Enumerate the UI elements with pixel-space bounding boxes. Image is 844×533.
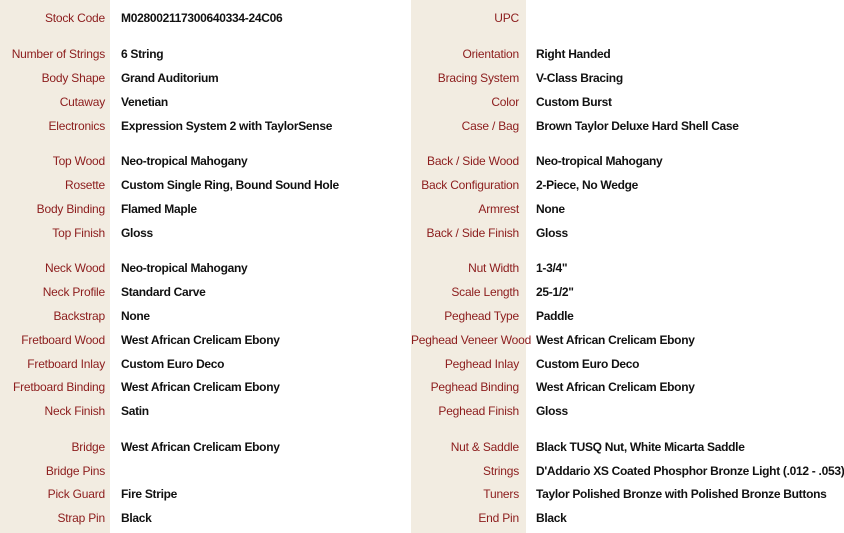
spec-row bbox=[411, 256, 800, 280]
spec-row bbox=[0, 506, 390, 530]
spec-row bbox=[0, 304, 390, 328]
spec-value: Expression System 2 with TaylorSense bbox=[121, 119, 333, 133]
spec-row bbox=[0, 114, 390, 138]
spec-row bbox=[0, 280, 390, 304]
spec-value: None bbox=[121, 309, 150, 323]
spec-value: Taylor Polished Bronze with Polished Bronze Buttons bbox=[536, 487, 827, 501]
spec-label: Orientation bbox=[462, 47, 519, 61]
spec-value: Paddle bbox=[536, 309, 574, 323]
spec-label: Fretboard Binding bbox=[13, 380, 105, 394]
spec-label: Bracing System bbox=[437, 71, 519, 85]
spec-value: Black bbox=[536, 511, 567, 525]
spec-value: West African Crelicam Ebony bbox=[121, 440, 280, 454]
spec-label: Neck Profile bbox=[42, 285, 105, 299]
spec-row bbox=[411, 482, 827, 506]
spec-row bbox=[0, 399, 390, 423]
spec-row bbox=[411, 197, 800, 221]
spec-label: Stock Code bbox=[44, 11, 105, 25]
spec-value: None bbox=[536, 202, 565, 216]
spec-row bbox=[0, 6, 390, 30]
spec-row bbox=[411, 352, 800, 376]
spec-column-right bbox=[411, 0, 844, 533]
spec-label: End Pin bbox=[478, 511, 519, 525]
spec-value: Neo-tropical Mahogany bbox=[121, 154, 248, 168]
spec-value: 25-1/2" bbox=[536, 285, 574, 299]
spec-column-left bbox=[0, 0, 390, 533]
spec-label: Fretboard Wood bbox=[21, 333, 105, 347]
spec-label: Color bbox=[491, 95, 519, 109]
spec-label: Body Binding bbox=[36, 202, 105, 216]
spec-value: West African Crelicam Ebony bbox=[536, 380, 695, 394]
spec-value: D'Addario XS Coated Phosphor Bronze Light (.012 - .053) bbox=[536, 464, 844, 478]
spec-value: Gloss bbox=[121, 226, 153, 240]
spec-label: Back / Side Finish bbox=[426, 226, 519, 240]
spec-label: Fretboard Inlay bbox=[27, 357, 105, 371]
spec-value: Venetian bbox=[121, 95, 168, 109]
spec-value: 2-Piece, No Wedge bbox=[536, 178, 639, 192]
spec-value: 1-3/4" bbox=[536, 261, 568, 275]
spec-label: Top Finish bbox=[52, 226, 105, 240]
spec-row bbox=[411, 90, 800, 114]
spec-value: Right Handed bbox=[536, 47, 611, 61]
spec-row bbox=[411, 328, 800, 352]
spec-value: Satin bbox=[121, 404, 149, 418]
spec-row bbox=[411, 149, 800, 173]
spec-value: M028002117300640334-24C06 bbox=[121, 11, 283, 25]
spec-label: Peghead Binding bbox=[430, 380, 519, 394]
spec-value: Neo-tropical Mahogany bbox=[536, 154, 663, 168]
spec-row bbox=[0, 256, 390, 280]
spec-row bbox=[411, 173, 800, 197]
spec-row bbox=[411, 66, 800, 90]
spec-row bbox=[0, 173, 390, 197]
spec-row bbox=[0, 221, 390, 245]
spec-value: Fire Stripe bbox=[121, 487, 178, 501]
spec-row bbox=[0, 375, 390, 399]
spec-value: V-Class Bracing bbox=[536, 71, 623, 85]
spec-value: West African Crelicam Ebony bbox=[121, 380, 280, 394]
spec-label: Peghead Inlay bbox=[444, 357, 519, 371]
spec-row bbox=[411, 459, 844, 483]
spec-row bbox=[0, 66, 390, 90]
spec-label: Nut & Saddle bbox=[450, 440, 519, 454]
spec-label: Tuners bbox=[483, 487, 519, 501]
spec-row bbox=[411, 506, 800, 530]
spec-label: Peghead Type bbox=[444, 309, 519, 323]
spec-label: Peghead Finish bbox=[438, 404, 519, 418]
spec-label: Electronics bbox=[48, 119, 105, 133]
spec-label: Armrest bbox=[478, 202, 519, 216]
spec-value: 6 String bbox=[121, 47, 164, 61]
spec-label: Body Shape bbox=[41, 71, 105, 85]
spec-value: Flamed Maple bbox=[121, 202, 197, 216]
spec-value: Standard Carve bbox=[121, 285, 206, 299]
spec-value: Black TUSQ Nut, White Micarta Saddle bbox=[536, 440, 745, 454]
spec-row bbox=[0, 42, 390, 66]
spec-value: Custom Single Ring, Bound Sound Hole bbox=[121, 178, 339, 192]
spec-label: UPC bbox=[494, 11, 519, 25]
spec-row bbox=[411, 375, 800, 399]
spec-value: Gloss bbox=[536, 226, 568, 240]
spec-value: Custom Euro Deco bbox=[121, 357, 225, 371]
spec-row bbox=[0, 328, 390, 352]
spec-row bbox=[411, 42, 800, 66]
spec-value: Brown Taylor Deluxe Hard Shell Case bbox=[536, 119, 739, 133]
spec-label: Neck Finish bbox=[44, 404, 105, 418]
spec-label: Back / Side Wood bbox=[427, 154, 519, 168]
spec-value: Grand Auditorium bbox=[121, 71, 219, 85]
spec-label: Neck Wood bbox=[44, 261, 105, 275]
spec-row bbox=[0, 197, 390, 221]
spec-label: Case / Bag bbox=[461, 119, 519, 133]
spec-row bbox=[411, 221, 800, 245]
spec-row bbox=[411, 304, 800, 328]
spec-label: Scale Length bbox=[451, 285, 519, 299]
spec-label: Number of Strings bbox=[11, 47, 105, 61]
spec-value: Neo-tropical Mahogany bbox=[121, 261, 248, 275]
spec-label: Nut Width bbox=[468, 261, 519, 275]
spec-row bbox=[411, 114, 800, 138]
spec-row bbox=[0, 149, 390, 173]
spec-label: Backstrap bbox=[53, 309, 105, 323]
spec-label: Bridge Pins bbox=[45, 464, 105, 478]
spec-row bbox=[0, 459, 390, 483]
spec-label: Strap Pin bbox=[57, 511, 105, 525]
spec-row bbox=[0, 90, 390, 114]
spec-row bbox=[411, 399, 800, 423]
spec-value: Custom Burst bbox=[536, 95, 612, 109]
spec-label: Cutaway bbox=[59, 95, 105, 109]
spec-row bbox=[0, 435, 390, 459]
spec-label: Bridge bbox=[71, 440, 105, 454]
spec-label: Back Configuration bbox=[421, 178, 519, 192]
spec-row bbox=[0, 482, 390, 506]
spec-label: Top Wood bbox=[52, 154, 105, 168]
spec-row bbox=[411, 280, 800, 304]
spec-row bbox=[411, 435, 800, 459]
spec-value: West African Crelicam Ebony bbox=[536, 333, 695, 347]
spec-value: Black bbox=[121, 511, 152, 525]
spec-label: Strings bbox=[483, 464, 519, 478]
spec-row bbox=[411, 6, 800, 30]
spec-value: West African Crelicam Ebony bbox=[121, 333, 280, 347]
spec-value: Custom Euro Deco bbox=[536, 357, 640, 371]
spec-value: Gloss bbox=[536, 404, 568, 418]
spec-label: Pick Guard bbox=[47, 487, 105, 501]
spec-label: Peghead Veneer Wood bbox=[411, 333, 532, 347]
spec-label: Rosette bbox=[65, 178, 105, 192]
spec-row bbox=[0, 352, 390, 376]
